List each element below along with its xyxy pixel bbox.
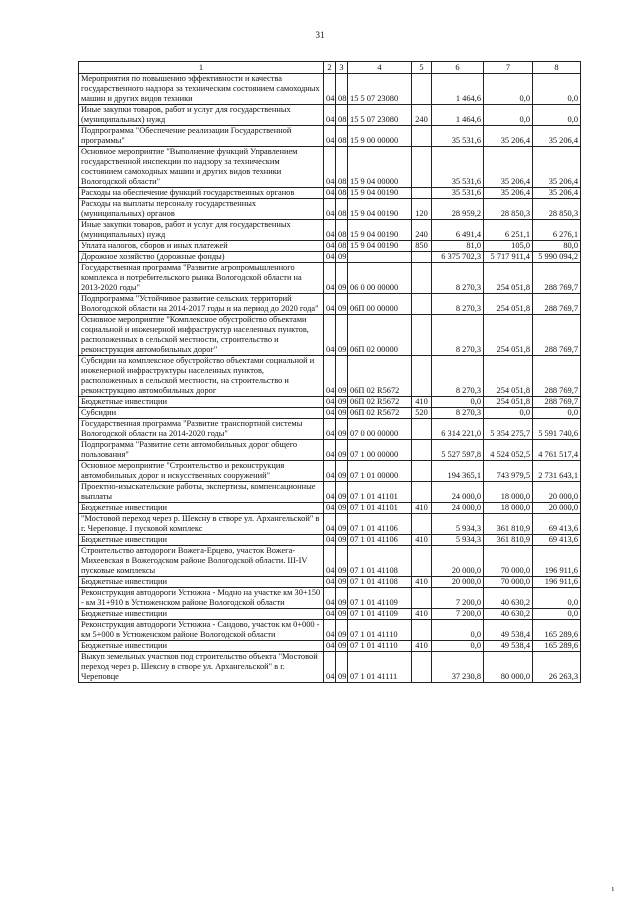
row-value-col6: 20 000,0 bbox=[432, 577, 484, 588]
row-name: Бюджетные инвестиции bbox=[79, 577, 324, 588]
row-value-col6: 8 270,3 bbox=[432, 294, 484, 315]
row-name: Выкуп земельных участков под строительство объекта "Мостовой переход через р. Шексну в створе ул. Архангельской" в г. Череповце bbox=[79, 652, 324, 683]
column-header-8: 8 bbox=[533, 62, 581, 74]
row-value-col7: 35 206,4 bbox=[484, 147, 533, 188]
table-row bbox=[79, 74, 581, 105]
row-value-col8: 165 289,6 bbox=[533, 620, 581, 641]
row-subsection: 09 bbox=[336, 461, 348, 482]
row-expense-type: 240 bbox=[412, 220, 432, 241]
row-expense-type bbox=[412, 147, 432, 188]
row-value-col7: 5 354 275,7 bbox=[484, 419, 533, 440]
row-value-col7: 49 538,4 bbox=[484, 620, 533, 641]
row-value-col7: 254 051,8 bbox=[484, 356, 533, 397]
row-value-col8: 5 990 094,2 bbox=[533, 252, 581, 263]
row-target-code: 07 1 01 41108 bbox=[348, 546, 412, 577]
row-section: 04 bbox=[324, 147, 336, 188]
row-name: Государственная программа "Развитие транспортной системы Вологодской области на 2014-2020 годы" bbox=[79, 419, 324, 440]
row-name: Уплата налогов, сборов и иных платежей bbox=[79, 241, 324, 252]
row-section: 04 bbox=[324, 609, 336, 620]
row-expense-type: 520 bbox=[412, 408, 432, 419]
table-row bbox=[79, 588, 581, 609]
row-name: Подпрограмма "Устойчивое развитие сельских территорий Вологодской области на 2014-2017 годы и на период до 2020 года" bbox=[79, 294, 324, 315]
row-section: 04 bbox=[324, 588, 336, 609]
row-expense-type bbox=[412, 514, 432, 535]
row-value-col6: 1 464,6 bbox=[432, 74, 484, 105]
row-expense-type: 410 bbox=[412, 609, 432, 620]
table-row bbox=[79, 294, 581, 315]
row-target-code: 07 1 01 41110 bbox=[348, 641, 412, 652]
row-section: 04 bbox=[324, 126, 336, 147]
row-target-code: 15 5 07 23080 bbox=[348, 105, 412, 126]
row-section: 04 bbox=[324, 641, 336, 652]
row-section: 04 bbox=[324, 241, 336, 252]
row-value-col6: 194 365,1 bbox=[432, 461, 484, 482]
row-value-col6: 24 000,0 bbox=[432, 482, 484, 503]
table-row bbox=[79, 503, 581, 514]
row-section: 04 bbox=[324, 356, 336, 397]
table-row bbox=[79, 105, 581, 126]
row-expense-type: 120 bbox=[412, 199, 432, 220]
row-target-code: 06П 02 00000 bbox=[348, 315, 412, 356]
table-row bbox=[79, 440, 581, 461]
row-value-col6: 0,0 bbox=[432, 620, 484, 641]
table-row bbox=[79, 126, 581, 147]
row-expense-type bbox=[412, 126, 432, 147]
row-value-col8: 288 769,7 bbox=[533, 397, 581, 408]
row-name: Расходы на обеспечение функций государственных органов bbox=[79, 188, 324, 199]
column-header-5: 5 bbox=[412, 62, 432, 74]
row-subsection: 09 bbox=[336, 356, 348, 397]
row-name: Бюджетные инвестиции bbox=[79, 641, 324, 652]
row-section: 04 bbox=[324, 577, 336, 588]
row-expense-type: 410 bbox=[412, 397, 432, 408]
row-value-col8: 35 206,4 bbox=[533, 147, 581, 188]
header-row bbox=[79, 62, 581, 74]
row-expense-type: 410 bbox=[412, 535, 432, 546]
column-header-3: 3 bbox=[336, 62, 348, 74]
row-section: 04 bbox=[324, 440, 336, 461]
table-row bbox=[79, 408, 581, 419]
table-row bbox=[79, 315, 581, 356]
row-subsection: 08 bbox=[336, 220, 348, 241]
table-body bbox=[79, 74, 581, 683]
row-value-col8: 288 769,7 bbox=[533, 263, 581, 294]
table-row bbox=[79, 356, 581, 397]
row-value-col6: 6 491,4 bbox=[432, 220, 484, 241]
row-value-col6: 8 270,3 bbox=[432, 315, 484, 356]
row-subsection: 08 bbox=[336, 105, 348, 126]
row-subsection: 09 bbox=[336, 588, 348, 609]
row-name: Основное мероприятие "Выполнение функций Управлением государственной инспекции по надзору за техническим состоянием самоходных машин и других видов техники Вологодской области" bbox=[79, 147, 324, 188]
row-value-col7: 35 206,4 bbox=[484, 188, 533, 199]
row-section: 04 bbox=[324, 294, 336, 315]
row-name: Бюджетные инвестиции bbox=[79, 503, 324, 514]
row-subsection: 09 bbox=[336, 641, 348, 652]
row-name: Государственная программа "Развитие агропромышленного комплекса и потребительского рынка Вологодской области на 2013-2020 годы" bbox=[79, 263, 324, 294]
row-expense-type: 240 bbox=[412, 105, 432, 126]
table-row bbox=[79, 220, 581, 241]
row-subsection: 09 bbox=[336, 440, 348, 461]
row-target-code: 07 1 01 41106 bbox=[348, 514, 412, 535]
column-header-6: 6 bbox=[432, 62, 484, 74]
row-section: 04 bbox=[324, 503, 336, 514]
row-value-col7: 18 000,0 bbox=[484, 482, 533, 503]
row-target-code: 15 9 04 00000 bbox=[348, 147, 412, 188]
table-header bbox=[79, 62, 581, 74]
row-target-code: 07 1 01 41111 bbox=[348, 652, 412, 683]
row-section: 04 bbox=[324, 105, 336, 126]
budget-table bbox=[78, 61, 581, 683]
row-value-col7: 361 810,9 bbox=[484, 514, 533, 535]
row-expense-type bbox=[412, 588, 432, 609]
row-section: 04 bbox=[324, 652, 336, 683]
row-section: 04 bbox=[324, 220, 336, 241]
row-value-col8: 26 263,3 bbox=[533, 652, 581, 683]
row-section: 04 bbox=[324, 397, 336, 408]
row-value-col7: 49 538,4 bbox=[484, 641, 533, 652]
row-subsection: 09 bbox=[336, 546, 348, 577]
row-target-code: 06 0 00 00000 bbox=[348, 263, 412, 294]
row-value-col7: 80 000,0 bbox=[484, 652, 533, 683]
row-subsection: 09 bbox=[336, 503, 348, 514]
row-target-code: 07 1 01 41101 bbox=[348, 482, 412, 503]
row-expense-type: 410 bbox=[412, 503, 432, 514]
row-value-col7: 0,0 bbox=[484, 408, 533, 419]
row-subsection: 09 bbox=[336, 535, 348, 546]
row-subsection: 09 bbox=[336, 482, 348, 503]
row-subsection: 08 bbox=[336, 241, 348, 252]
row-value-col7: 4 524 052,5 bbox=[484, 440, 533, 461]
row-name: Подпрограмма "Развитие сети автомобильных дорог общего пользования" bbox=[79, 440, 324, 461]
row-value-col7: 254 051,8 bbox=[484, 294, 533, 315]
row-value-col8: 4 761 517,4 bbox=[533, 440, 581, 461]
row-expense-type bbox=[412, 461, 432, 482]
row-value-col6: 1 464,6 bbox=[432, 105, 484, 126]
column-header-7: 7 bbox=[484, 62, 533, 74]
row-value-col8: 165 289,6 bbox=[533, 641, 581, 652]
table-row bbox=[79, 546, 581, 577]
row-subsection: 09 bbox=[336, 620, 348, 641]
row-value-col6: 5 934,3 bbox=[432, 514, 484, 535]
row-subsection: 08 bbox=[336, 199, 348, 220]
row-value-col6: 7 200,0 bbox=[432, 609, 484, 620]
row-name: Бюджетные инвестиции bbox=[79, 535, 324, 546]
table-row bbox=[79, 652, 581, 683]
row-section: 04 bbox=[324, 620, 336, 641]
row-value-col7: 6 251,1 bbox=[484, 220, 533, 241]
table-row bbox=[79, 514, 581, 535]
row-subsection: 09 bbox=[336, 252, 348, 263]
row-expense-type bbox=[412, 620, 432, 641]
row-value-col7: 40 630,2 bbox=[484, 609, 533, 620]
row-target-code: 15 9 04 00190 bbox=[348, 220, 412, 241]
row-value-col7: 5 717 911,4 bbox=[484, 252, 533, 263]
row-target-code: 07 1 01 41110 bbox=[348, 620, 412, 641]
row-value-col6: 0,0 bbox=[432, 641, 484, 652]
row-target-code: 07 1 01 41106 bbox=[348, 535, 412, 546]
edge-mark: ı bbox=[611, 884, 614, 893]
row-name: Строительство автодороги Вожега-Ерцево, участок Вожега-Михеевская в Вожегодском районе Вологодской области. III-IV пусковые комплексы bbox=[79, 546, 324, 577]
table-row bbox=[79, 263, 581, 294]
table-row bbox=[79, 397, 581, 408]
row-value-col8: 0,0 bbox=[533, 105, 581, 126]
row-section: 04 bbox=[324, 408, 336, 419]
row-name: Иные закупки товаров, работ и услуг для государственных (муниципальных) нужд bbox=[79, 105, 324, 126]
row-value-col7: 70 000,0 bbox=[484, 577, 533, 588]
row-subsection: 09 bbox=[336, 315, 348, 356]
row-value-col7: 254 051,8 bbox=[484, 263, 533, 294]
row-subsection: 08 bbox=[336, 126, 348, 147]
row-value-col6: 8 270,3 bbox=[432, 356, 484, 397]
row-name: Реконструкция автодороги Устюжна - Сандово, участок км 0+000 - км 5+000 в Устюженском районе Вологодской области bbox=[79, 620, 324, 641]
row-value-col8: 288 769,7 bbox=[533, 356, 581, 397]
row-expense-type bbox=[412, 419, 432, 440]
row-name: Реконструкция автодороги Устюжна - Модно на участке км 30+150 - км 31+910 в Устюженском районе Вологодской области bbox=[79, 588, 324, 609]
row-expense-type: 850 bbox=[412, 241, 432, 252]
page-number: 31 bbox=[315, 30, 325, 40]
row-expense-type bbox=[412, 74, 432, 105]
row-target-code: 07 1 01 41109 bbox=[348, 588, 412, 609]
row-subsection: 09 bbox=[336, 514, 348, 535]
row-section: 04 bbox=[324, 199, 336, 220]
row-name: Расходы на выплаты персоналу государственных (муниципальных) органов bbox=[79, 199, 324, 220]
row-value-col8: 35 206,4 bbox=[533, 126, 581, 147]
row-section: 04 bbox=[324, 535, 336, 546]
table-row bbox=[79, 252, 581, 263]
row-value-col6: 7 200,0 bbox=[432, 588, 484, 609]
row-value-col8: 80,0 bbox=[533, 241, 581, 252]
row-value-col8: 69 413,6 bbox=[533, 535, 581, 546]
row-value-col8: 0,0 bbox=[533, 588, 581, 609]
row-value-col7: 35 206,4 bbox=[484, 126, 533, 147]
row-target-code: 06П 02 R5672 bbox=[348, 408, 412, 419]
row-target-code: 06П 02 R5672 bbox=[348, 397, 412, 408]
row-expense-type bbox=[412, 652, 432, 683]
row-value-col6: 0,0 bbox=[432, 397, 484, 408]
row-section: 04 bbox=[324, 252, 336, 263]
table-row bbox=[79, 641, 581, 652]
row-value-col7: 105,0 bbox=[484, 241, 533, 252]
row-target-code: 07 0 00 00000 bbox=[348, 419, 412, 440]
row-name: Бюджетные инвестиции bbox=[79, 397, 324, 408]
row-name: Иные закупки товаров, работ и услуг для государственных (муниципальных) нужд bbox=[79, 220, 324, 241]
table-row bbox=[79, 535, 581, 546]
row-target-code: 15 5 07 23080 bbox=[348, 74, 412, 105]
row-value-col6: 81,0 bbox=[432, 241, 484, 252]
column-header-1: 1 bbox=[79, 62, 324, 74]
row-value-col6: 35 531,6 bbox=[432, 188, 484, 199]
row-name: Мероприятия по повышению эффективности и качества государственного надзора за техническим состоянием самоходных машин и других видов техники bbox=[79, 74, 324, 105]
row-value-col8: 6 276,1 bbox=[533, 220, 581, 241]
row-section: 04 bbox=[324, 315, 336, 356]
table-row bbox=[79, 241, 581, 252]
row-name: Дорожное хозяйство (дорожные фонды) bbox=[79, 252, 324, 263]
row-name: "Мостовой переход через р. Шексну в створе ул. Архангельской" в г. Череповце. I пусковой комплекс bbox=[79, 514, 324, 535]
row-target-code: 07 1 01 41101 bbox=[348, 503, 412, 514]
row-expense-type bbox=[412, 294, 432, 315]
row-target-code: 15 9 00 00000 bbox=[348, 126, 412, 147]
row-value-col7: 254 051,8 bbox=[484, 397, 533, 408]
row-value-col8: 288 769,7 bbox=[533, 294, 581, 315]
row-value-col8: 196 911,6 bbox=[533, 546, 581, 577]
row-value-col8: 20 000,0 bbox=[533, 503, 581, 514]
table-row bbox=[79, 461, 581, 482]
row-subsection: 09 bbox=[336, 263, 348, 294]
row-name: Субсидии bbox=[79, 408, 324, 419]
row-subsection: 09 bbox=[336, 652, 348, 683]
table-row bbox=[79, 620, 581, 641]
row-section: 04 bbox=[324, 546, 336, 577]
row-expense-type bbox=[412, 252, 432, 263]
row-value-col7: 18 000,0 bbox=[484, 503, 533, 514]
row-subsection: 08 bbox=[336, 147, 348, 188]
table-row bbox=[79, 199, 581, 220]
row-value-col7: 40 630,2 bbox=[484, 588, 533, 609]
column-header-2: 2 bbox=[324, 62, 336, 74]
row-value-col6: 5 527 597,8 bbox=[432, 440, 484, 461]
row-name: Основное мероприятие "Строительство и реконструкция автомобильных дорог и искусственных сооружений" bbox=[79, 461, 324, 482]
row-section: 04 bbox=[324, 482, 336, 503]
row-section: 04 bbox=[324, 263, 336, 294]
row-value-col7: 361 810,9 bbox=[484, 535, 533, 546]
row-target-code: 07 1 00 00000 bbox=[348, 440, 412, 461]
row-value-col6: 35 531,6 bbox=[432, 147, 484, 188]
row-subsection: 08 bbox=[336, 188, 348, 199]
row-target-code: 06П 02 R5672 bbox=[348, 356, 412, 397]
row-name: Бюджетные инвестиции bbox=[79, 609, 324, 620]
row-target-code: 15 9 04 00190 bbox=[348, 241, 412, 252]
row-expense-type bbox=[412, 263, 432, 294]
row-value-col8: 196 911,6 bbox=[533, 577, 581, 588]
row-value-col7: 70 000,0 bbox=[484, 546, 533, 577]
row-section: 04 bbox=[324, 74, 336, 105]
table-row bbox=[79, 147, 581, 188]
row-expense-type: 410 bbox=[412, 641, 432, 652]
row-expense-type bbox=[412, 188, 432, 199]
row-value-col7: 254 051,8 bbox=[484, 315, 533, 356]
row-subsection: 08 bbox=[336, 74, 348, 105]
row-value-col8: 69 413,6 bbox=[533, 514, 581, 535]
row-target-code: 15 9 04 00190 bbox=[348, 188, 412, 199]
row-value-col6: 8 270,3 bbox=[432, 408, 484, 419]
row-expense-type bbox=[412, 356, 432, 397]
row-target-code: 07 1 01 41108 bbox=[348, 577, 412, 588]
row-value-col7: 28 850,3 bbox=[484, 199, 533, 220]
row-value-col7: 743 979,5 bbox=[484, 461, 533, 482]
column-header-4: 4 bbox=[348, 62, 412, 74]
row-value-col8: 0,0 bbox=[533, 408, 581, 419]
row-value-col6: 8 270,3 bbox=[432, 263, 484, 294]
row-target-code: 07 1 01 00000 bbox=[348, 461, 412, 482]
row-value-col8: 0,0 bbox=[533, 609, 581, 620]
row-value-col8: 20 000,0 bbox=[533, 482, 581, 503]
row-section: 04 bbox=[324, 514, 336, 535]
row-name: Основное мероприятие "Комплексное обустройство объектами социальной и инженерной инфраструктур населенных пунктов, расположенных в сельской местности, строительство и реконструкция автомобильных дорог" bbox=[79, 315, 324, 356]
row-subsection: 09 bbox=[336, 294, 348, 315]
row-value-col6: 35 531,6 bbox=[432, 126, 484, 147]
row-target-code bbox=[348, 252, 412, 263]
row-value-col6: 6 314 221,0 bbox=[432, 419, 484, 440]
row-target-code: 06П 00 00000 bbox=[348, 294, 412, 315]
row-name: Подпрограмма "Обеспечение реализации Государственной программы" bbox=[79, 126, 324, 147]
row-subsection: 09 bbox=[336, 577, 348, 588]
table-row bbox=[79, 482, 581, 503]
row-value-col8: 2 731 643,1 bbox=[533, 461, 581, 482]
row-subsection: 09 bbox=[336, 609, 348, 620]
row-value-col8: 5 591 740,6 bbox=[533, 419, 581, 440]
row-subsection: 09 bbox=[336, 419, 348, 440]
table-row bbox=[79, 188, 581, 199]
row-value-col7: 0,0 bbox=[484, 105, 533, 126]
row-name: Субсидии на комплексное обустройство объектами социальной и инженерной инфраструктуры населенных пунктов, расположенных в сельской местности, на строительство и реконструкцию автомобильных дорог bbox=[79, 356, 324, 397]
row-target-code: 15 9 04 00190 bbox=[348, 199, 412, 220]
row-section: 04 bbox=[324, 188, 336, 199]
row-subsection: 09 bbox=[336, 397, 348, 408]
row-expense-type bbox=[412, 315, 432, 356]
row-value-col6: 5 934,3 bbox=[432, 535, 484, 546]
row-expense-type bbox=[412, 440, 432, 461]
row-name: Проектно-изыскательские работы, экспертизы, компенсационные выплаты bbox=[79, 482, 324, 503]
row-expense-type bbox=[412, 546, 432, 577]
row-value-col6: 37 230,8 bbox=[432, 652, 484, 683]
table-row bbox=[79, 419, 581, 440]
row-expense-type bbox=[412, 482, 432, 503]
row-target-code: 07 1 01 41109 bbox=[348, 609, 412, 620]
row-value-col8: 0,0 bbox=[533, 74, 581, 105]
row-value-col8: 35 206,4 bbox=[533, 188, 581, 199]
row-value-col7: 0,0 bbox=[484, 74, 533, 105]
row-value-col6: 6 375 702,3 bbox=[432, 252, 484, 263]
row-value-col6: 24 000,0 bbox=[432, 503, 484, 514]
row-value-col8: 288 769,7 bbox=[533, 315, 581, 356]
row-section: 04 bbox=[324, 419, 336, 440]
table-row bbox=[79, 609, 581, 620]
row-value-col8: 28 850,3 bbox=[533, 199, 581, 220]
row-expense-type: 410 bbox=[412, 577, 432, 588]
row-section: 04 bbox=[324, 461, 336, 482]
row-value-col6: 20 000,0 bbox=[432, 546, 484, 577]
row-subsection: 09 bbox=[336, 408, 348, 419]
row-value-col6: 28 959,2 bbox=[432, 199, 484, 220]
table-row bbox=[79, 577, 581, 588]
